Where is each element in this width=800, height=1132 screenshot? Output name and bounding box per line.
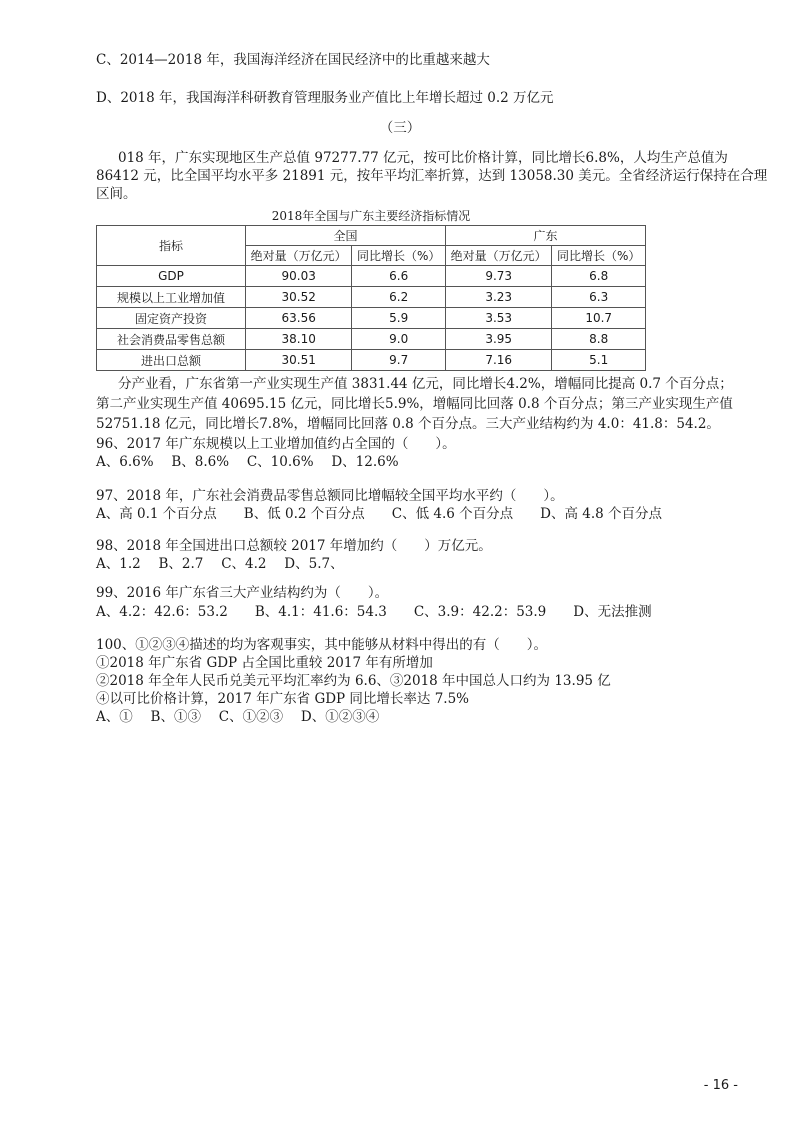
intro-line-3: 区间。	[96, 186, 137, 202]
cell: 9.0	[352, 329, 446, 350]
cell: 10.7	[552, 308, 646, 329]
section-title: （三）	[379, 120, 421, 136]
row-name: 固定资产投资	[97, 308, 246, 329]
question-96-stem: 96、2017 年广东规模以上工业增加值约占全国的（ ）。	[96, 436, 456, 452]
question-99-stem: 99、2016 年广东省三大产业结构约为（ ）。	[96, 585, 389, 601]
question-100-statement-1: ①2018 年广东省 GDP 占全国比重较 2017 年有所增加	[96, 655, 433, 671]
prev-option-c: C、2014—2018 年，我国海洋经济在国民经济中的比重越来越大	[96, 52, 490, 68]
cell: 6.6	[352, 266, 446, 287]
question-97-options: A、高 0.1 个百分点 B、低 0.2 个百分点 C、低 4.6 个百分点 D、高 4.8 个百分点	[96, 506, 663, 522]
question-100-options: A、① B、①③ C、①②③ D、①②③④	[96, 709, 380, 725]
table-row	[97, 329, 646, 350]
question-100-stem: 100、①②③④描述的均为客观事实，其中能够从材料中得出的有（ ）。	[96, 637, 548, 653]
group-national: 全国	[246, 226, 446, 246]
cell: 3.53	[445, 308, 551, 329]
question-100-statement-3: ④以可比价格计算，2017 年广东省 GDP 同比增长率达 7.5%	[96, 691, 470, 707]
cell: 6.2	[352, 287, 446, 308]
row-name: 规模以上工业增加值	[97, 287, 246, 308]
row-name: GDP	[97, 266, 246, 287]
row-name: 进出口总额	[97, 350, 246, 371]
cell: 7.16	[445, 350, 551, 371]
question-97-stem: 97、2018 年，广东社会消费品零售总额同比增幅较全国平均水平约（ ）。	[96, 488, 564, 504]
cell: 5.9	[352, 308, 446, 329]
row-name: 社会消费品零售总额	[97, 329, 246, 350]
industry-line-2: 第二产业实现生产值 40695.15 亿元，同比增长5.9%，增幅同比回落 0.8 个百分点；第三产业实现生产值	[96, 396, 733, 412]
question-98-stem: 98、2018 年全国进出口总额较 2017 年增加约（ ）万亿元。	[96, 538, 492, 554]
table-row	[97, 287, 646, 308]
page-number: - 16 -	[703, 1078, 738, 1093]
cell: 30.51	[246, 350, 352, 371]
table-row	[97, 266, 646, 287]
industry-line-3: 52751.18 亿元，同比增长7.8%，增幅同比回落 0.8 个百分点。三大产业结构约为 4.0：41.8：54.2。	[96, 416, 720, 432]
prev-option-d: D、2018 年，我国海洋科研教育管理服务业产值比上年增长超过 0.2 万亿元	[96, 90, 554, 106]
cell: 6.3	[552, 287, 646, 308]
table-row	[97, 350, 646, 371]
cell: 38.10	[246, 329, 352, 350]
cell: 63.56	[246, 308, 352, 329]
question-99-options: A、4.2：42.6：53.2 B、4.1：41.6：54.3 C、3.9：42.2：53.9 D、无法推测	[96, 604, 652, 620]
question-96-options: A、6.6% B、8.6% C、10.6% D、12.6%	[96, 454, 399, 470]
indicator-table	[96, 225, 646, 371]
cell: 3.23	[445, 287, 551, 308]
cell: 3.95	[445, 329, 551, 350]
cell: 6.8	[552, 266, 646, 287]
cell: 5.1	[552, 350, 646, 371]
sub-header: 绝对量（万亿元）	[246, 246, 352, 266]
table-caption: 2018年全国与广东主要经济指标情况	[271, 209, 471, 223]
sub-header: 同比增长（%）	[552, 246, 646, 266]
intro-line-2: 86412 元，比全国平均水平多 21891 元，按年平均汇率折算，达到 13058.30 美元。全省经济运行保持在合理	[96, 168, 768, 184]
question-100-statement-2: ②2018 年全年人民币兑美元平均汇率约为 6.6、③2018 年中国总人口约为 13.95 亿	[96, 673, 611, 689]
intro-line-1: 018 年，广东实现地区生产总值 97277.77 亿元，按可比价格计算，同比增长6.8%，人均生产总值为	[118, 150, 728, 166]
sub-header: 同比增长（%）	[352, 246, 446, 266]
cell: 30.52	[246, 287, 352, 308]
col-indicator: 指标	[97, 226, 246, 266]
cell: 8.8	[552, 329, 646, 350]
group-guangdong: 广东	[445, 226, 645, 246]
sub-header: 绝对量（万亿元）	[445, 246, 551, 266]
cell: 9.73	[445, 266, 551, 287]
table-row	[97, 308, 646, 329]
question-98-options: A、1.2 B、2.7 C、4.2 D、5.7、	[96, 556, 344, 572]
table-header-row	[97, 226, 646, 246]
industry-line-1: 分产业看，广东省第一产业实现生产值 3831.44 亿元，同比增长4.2%，增幅同比提高 0.7 个百分点；	[118, 376, 733, 392]
cell: 90.03	[246, 266, 352, 287]
cell: 9.7	[352, 350, 446, 371]
